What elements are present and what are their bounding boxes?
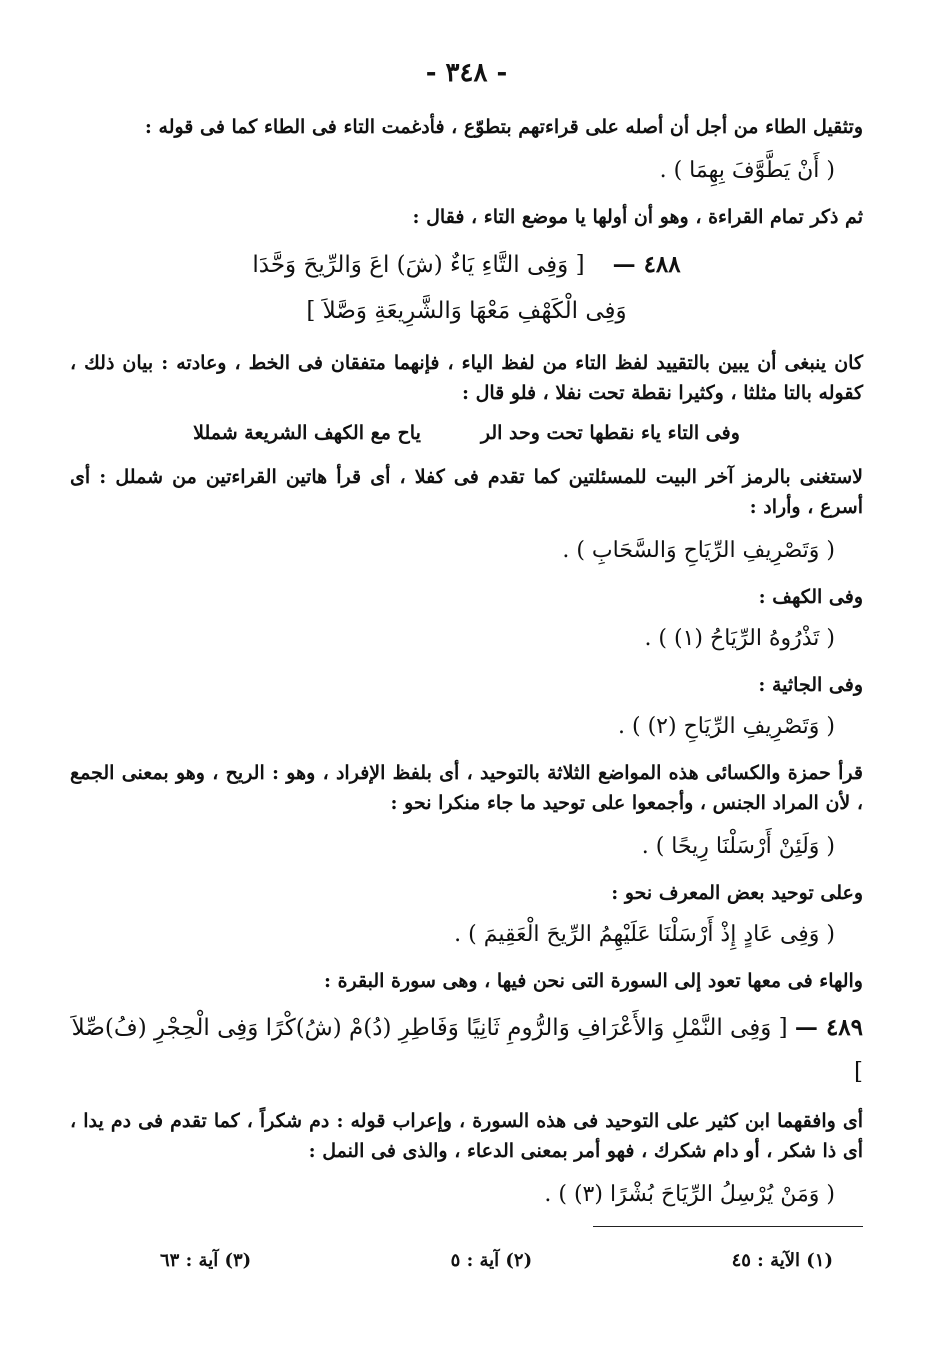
proposed-verse-first-half: وفى التاء ياء نقطها تحت وحد الر [480,422,740,444]
verse-text: [ وَفِى النَّمْلِ وَالأَعْرَافِ وَالرُّومِ ثَانِيًا وَفَاطِرِ (دُ)مْ (شُ)كْرًا وَفِى الْحِجْرِ (فُ)صِّلاَ ] [71,1015,863,1085]
paragraph: لاستغنى بالرمز آخر البيت للمسئلتين كما تقدم فى كفلا ، أى قرأ هاتين القراءتين من شملل : أى أسرع ، وأراد : [70,466,863,518]
footnote-3: (٣) آية : ٦٣ [160,1250,252,1271]
section-heading: وفى الجاثية : [758,674,863,696]
footnotes [70,1250,863,1271]
quran-quote: ( وَتَصْرِيفِ الرِّيَاحِ وَالسَّحَابِ ) . [562,538,835,563]
footnote-1: (١) الآية : ٤٥ [731,1250,833,1271]
page-number: - ٣٤٨ - [425,58,508,88]
verse-number: ٤٨٨ — [612,251,681,278]
paragraph: ثم ذكر تمام القراءة ، وهو أن أولها يا موضع التاء ، فقال : [412,206,863,228]
paragraph: أى وافقهما ابن كثير على التوحيد فى هذه السورة ، وإعراب قوله : دم شكراً ، كما تقدم فى دم يدا ، أى ذا شكر ، أو دام شكرك ، فهو أمر بمعنى الدعاء ، والذى فى النمل : [70,1110,863,1162]
paragraph: كان ينبغى أن يبين بالتقييد لفظ التاء من لفظ الياء ، فإنهما متفقان فى الخط ، وعادته : بيان ذلك ، كقوله بالتا مثلثا ، وكثيرا نقطة تحت نفلا ، فلو قال : [70,352,863,404]
poem-verse [70,1006,863,1094]
footnote-2: (٢) آية : ٥ [450,1250,533,1271]
quran-quote: ( تَذْرُوهُ الرِّيَاحُ (١) ) . [644,626,835,651]
verse-first-hemistich: [ وَفِى التَّاءِ يَاءٌ (شَ) اعَ وَالرِّيحَ وَحَّدَا [252,252,585,278]
paragraph: قرأ حمزة والكسائى هذه المواضع الثلاثة بالتوحيد ، أى بلفظ الإفراد ، وهو : الريح ، وهو بمعنى الجمع ، لأن المراد الجنس ، وأجمعوا على توحيد ما جاء منكرا نحو : [70,762,863,814]
verse-number: ٤٨٩ — [794,1014,863,1041]
footnote-divider [593,1226,863,1227]
proposed-verse-second-half: ياح مع الكهف الشريعة شمللا [193,422,421,444]
quran-quote: ( وَفِى عَادٍ إِذْ أَرْسَلْنَا عَلَيْهِمُ الرِّيحَ الْعَقِيمَ ) . [454,922,835,947]
quran-quote: ( أَنْ يَطَّوَّفَ بِهِمَا ) . [659,158,835,183]
quran-quote: ( وَتَصْرِيفِ الرِّيَاحِ (٢) ) . [618,714,835,739]
section-heading: وعلى توحيد بعض المعرف نحو : [611,882,863,904]
document-page [70,0,863,1363]
paragraph: والهاء فى معها تعود إلى السورة التى نحن فيها ، وهى سورة البقرة : [323,970,863,992]
verse-second-hemistich: وَفِى الْكَهْفِ مَعْهَا وَالشَّرِيعَةِ وَصَّلاَ ] [306,298,627,324]
section-heading: وفى الكهف : [758,586,863,608]
quran-quote: ( وَمَنْ يُرْسِلُ الرِّيَاحَ بُشْرًا (٣) ) . [544,1182,835,1207]
body-text [70,112,863,1226]
paragraph: وتثقيل الطاء من أجل أن أصله على قراءتهم بتطوّع ، فأدغمت التاء فى الطاء كما فى قوله : [144,116,863,138]
quran-quote: ( وَلَئِنْ أَرْسَلْنَا رِيحًا ) . [641,834,835,859]
poem-verse [70,242,863,334]
proposed-verse [70,418,863,448]
